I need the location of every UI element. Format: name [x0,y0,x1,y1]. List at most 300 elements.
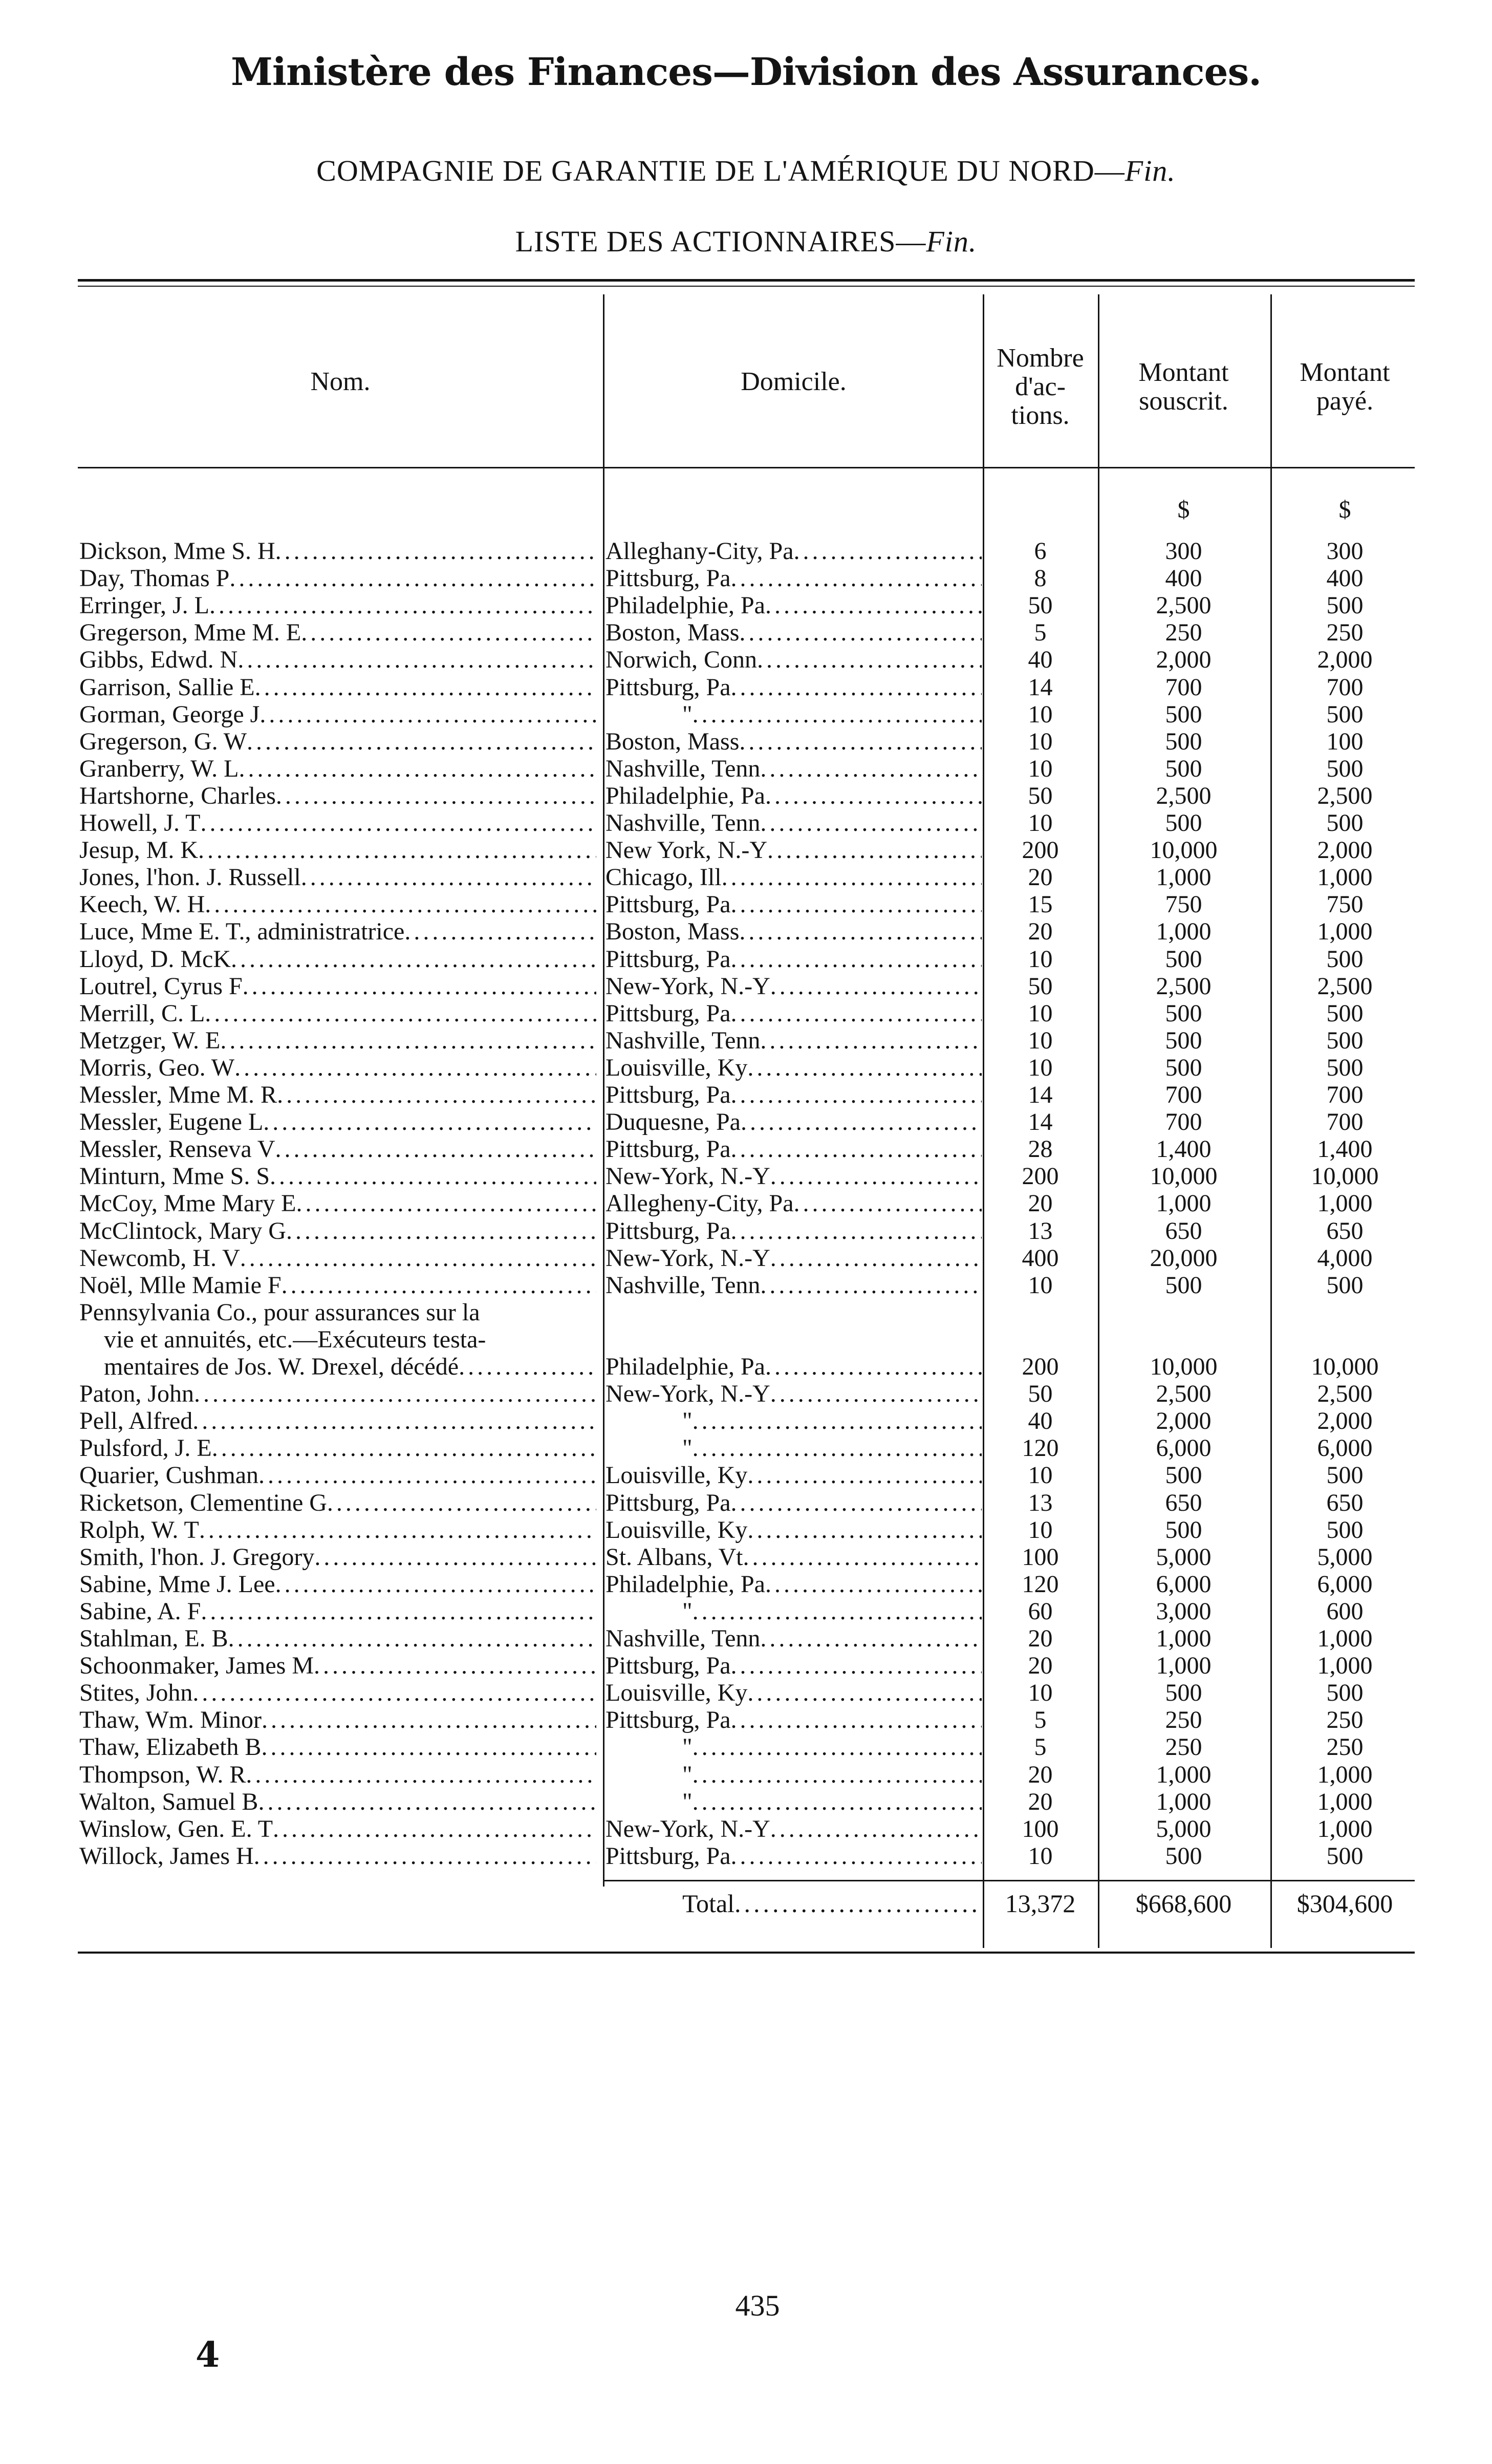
leader-dots [258,1788,596,1816]
leader-dots [760,809,982,837]
leader-dots [739,619,982,647]
table-row [0,592,1492,619]
cell-shares: 20 [1028,864,1053,891]
cell-domicile-text: Nashville, Tenn [606,1625,761,1652]
cell-domicile-text: " [682,1761,693,1788]
cell-name [79,1733,596,1761]
cell-name [79,646,596,674]
cell-domicile-text: Pittsburg, Pa [606,945,731,973]
cell-name-text: Winslow, Gen. E. T [79,1815,273,1842]
cell-shares: 10 [1028,999,1053,1027]
leader-dots [258,1462,596,1489]
cell-domicile-text: Nashville, Tenn [606,755,761,782]
cell-subscribed: 6,000 [1156,1570,1212,1598]
cell-shares: 10 [1028,1054,1053,1081]
table-row [0,891,1492,918]
cell-subscribed: 2,500 [1156,592,1212,619]
table-row [0,1135,1492,1163]
cell-paid: 10,000 [1311,1353,1379,1380]
cell-name [79,918,596,946]
cell-name-text: Messler, Eugene L [79,1108,264,1136]
cell-domicile [606,1842,982,1870]
cell-domicile-text: Pittsburg, Pa [606,891,731,918]
cell-domicile-text: New-York, N.-Y [606,972,770,1000]
cell-domicile-text: Pittsburg, Pa [606,1217,731,1245]
cell-domicile [606,565,982,592]
table-row [0,674,1492,701]
table-row [0,1733,1492,1761]
cell-shares: 60 [1028,1597,1053,1625]
page-header-title: Ministère des Finances—Division des Assurances. [230,50,1262,94]
leader-dots [722,864,982,891]
cell-name-text: Willock, James H [79,1842,254,1870]
header-bottom-rule [78,467,1415,468]
total-shares: 13,372 [1005,1889,1076,1918]
cell-name [79,1788,596,1816]
cell-domicile-text: Pittsburg, Pa [606,1135,731,1163]
cell-name-text: vie et annuités, etc.—Exécuteurs testa- [79,1325,486,1353]
leader-dots [212,1434,596,1462]
cell-paid: 6,000 [1317,1434,1373,1462]
cell-subscribed: 650 [1165,1489,1202,1516]
cell-name [79,1652,596,1680]
cell-subscribed: 500 [1165,755,1202,782]
leader-dots [731,1000,982,1027]
leader-dots [231,946,596,973]
leader-dots [270,1163,596,1190]
table-row [0,1544,1492,1571]
leader-dots [770,1245,982,1272]
cell-name-text: mentaires de Jos. W. Drexel, décédé [79,1353,459,1380]
cell-shares: 10 [1028,1271,1053,1299]
cell-shares: 10 [1028,700,1053,728]
cell-name [79,891,596,918]
cell-paid: 500 [1326,999,1364,1027]
cell-subscribed: 750 [1165,891,1202,918]
cell-paid: 500 [1326,1026,1364,1054]
cell-domicile-text: Pittsburg, Pa [606,1652,731,1680]
cell-shares: 120 [1022,1570,1059,1598]
cell-subscribed: 1,000 [1156,1625,1212,1652]
leader-dots [260,701,596,729]
cell-shares: 50 [1028,1380,1053,1408]
leader-dots [693,1733,982,1761]
leader-dots [765,1353,982,1381]
list-title-suffix: Fin. [926,225,977,258]
cell-paid: 1,000 [1317,1652,1373,1680]
cell-name [79,1516,596,1544]
cell-shares: 40 [1028,1407,1053,1435]
cell-name [79,1434,596,1462]
cell-domicile-text: Alleghany-City, Pa [606,538,794,565]
leader-dots [243,973,596,1000]
leader-dots [198,837,596,864]
total-label-text: Total [682,1889,735,1918]
cell-domicile-text: New-York, N.-Y [606,1244,770,1272]
cell-subscribed: 1,000 [1156,1761,1212,1788]
cell-subscribed: 500 [1165,1516,1202,1544]
table-row [0,946,1492,973]
cell-name [79,973,596,1000]
leader-dots [205,1000,596,1027]
cell-domicile-text: " [682,700,693,728]
cell-name-text: Morris, Geo. W [79,1054,235,1081]
cell-domicile [606,1245,982,1272]
cell-name-text: Merrill, C. L [79,999,205,1027]
cell-name [79,1625,596,1653]
leader-dots [199,1516,596,1544]
cell-name [79,701,596,729]
leader-dots [247,728,596,756]
total-subscribed: $668,600 [1135,1889,1232,1918]
leader-dots [731,1489,982,1517]
cell-subscribed: 500 [1165,1842,1202,1870]
cell-paid: 500 [1326,1842,1364,1870]
cell-name [79,538,596,565]
cell-name [79,946,596,973]
column-header-subscribed-line2: souscrit. [1139,387,1228,416]
cell-domicile [606,1407,982,1435]
cell-name [79,1027,596,1055]
table-row [0,1652,1492,1680]
cell-subscribed: 500 [1165,1054,1202,1081]
leader-dots [273,1815,596,1843]
column-header-name: Nom. [310,367,371,396]
cell-name-text: Messler, Renseva V [79,1135,275,1163]
cell-subscribed: 500 [1165,1271,1202,1299]
table-row [0,538,1492,565]
cell-paid: 1,000 [1317,1761,1373,1788]
table-row [0,619,1492,647]
leader-dots [237,646,596,674]
cell-domicile-text: Nashville, Tenn [606,1271,761,1299]
cell-subscribed: 700 [1165,1108,1202,1136]
cell-paid: 300 [1326,538,1364,565]
cell-name-text: Pennsylvania Co., pour assurances sur la [79,1298,480,1326]
leader-dots [693,1407,982,1435]
cell-subscribed: 700 [1165,1081,1202,1108]
cell-domicile-text: Louisville, Ky [606,1679,748,1707]
cell-name-text: Hartshorne, Charles [79,782,276,809]
cell-name [79,619,596,647]
cell-paid: 2,000 [1317,1407,1373,1435]
cell-shares: 14 [1028,1081,1053,1108]
cell-name-text: Garrison, Sallie E [79,673,255,701]
cell-name [79,1815,596,1843]
cell-paid: 2,500 [1317,972,1373,1000]
cell-domicile [606,1788,982,1816]
cell-shares: 10 [1028,1842,1053,1870]
column-header-shares [985,344,1095,430]
cell-subscribed: 1,000 [1156,864,1212,891]
cell-shares: 14 [1028,673,1053,701]
cell-name [79,1190,596,1217]
leader-dots [760,1625,982,1653]
cell-shares: 8 [1034,565,1047,592]
cell-domicile-text: Louisville, Ky [606,1462,748,1489]
table-row [0,782,1492,810]
cell-name-text: Messler, Mme M. R [79,1081,277,1108]
cell-shares: 10 [1028,755,1053,782]
table-row [0,1272,1492,1299]
leader-dots [760,1272,982,1299]
table-row [0,918,1492,946]
currency-paid: $ [1338,496,1351,523]
cell-shares: 50 [1028,782,1053,809]
cell-name [79,1245,596,1272]
leader-dots [261,1733,596,1761]
cell-domicile [606,1733,982,1761]
cell-domicile-text: St. Albans, Vt [606,1543,743,1571]
cell-shares: 13 [1028,1489,1053,1516]
table-row [0,1815,1492,1843]
cell-domicile [606,1217,982,1245]
cell-shares: 10 [1028,727,1053,755]
currency-subscribed: $ [1177,496,1190,523]
leader-dots [194,1380,596,1408]
cell-name-text: Day, Thomas P [79,565,230,592]
column-header-paid-line2: payé. [1316,387,1374,416]
table-row [0,1788,1492,1816]
cell-domicile-text: Chicago, Ill [606,864,722,891]
leader-dots [201,1598,596,1625]
cell-paid: 100 [1326,727,1364,755]
leader-dots [731,1652,982,1680]
cell-shares: 10 [1028,1516,1053,1544]
table-row [0,1108,1492,1136]
leader-dots [770,973,982,1000]
leader-dots [404,918,596,946]
cell-domicile [606,728,982,756]
cell-domicile [606,1706,982,1734]
table-top-rule-thin [78,286,1415,287]
cell-domicile [606,1000,982,1027]
table-row [0,1190,1492,1217]
cell-subscribed: 500 [1165,1462,1202,1489]
table-row [0,1245,1492,1272]
column-header-shares-line3: tions. [1011,401,1070,430]
cell-domicile [606,592,982,619]
cell-domicile [606,1462,982,1489]
table-row [0,1407,1492,1435]
leader-dots [731,1217,982,1245]
signature-mark: 4 [196,2334,220,2375]
column-header-domicile: Domicile. [741,367,847,396]
cell-domicile [606,1135,982,1163]
cell-name-text: Sabine, A. F [79,1597,201,1625]
table-row [0,701,1492,729]
leader-dots [296,1190,597,1217]
cell-name-text: McCoy, Mme Mary E [79,1190,296,1217]
cell-shares: 200 [1022,837,1059,864]
cell-paid: 600 [1326,1597,1364,1625]
leader-dots [275,538,596,565]
cell-name [79,809,596,837]
cell-shares: 28 [1028,1135,1053,1163]
cell-shares: 50 [1028,972,1053,1000]
total-paid: $304,600 [1296,1889,1393,1918]
leader-dots [220,1027,596,1055]
cell-domicile [606,1544,982,1571]
cell-domicile-text: Pittsburg, Pa [606,1706,731,1734]
cell-subscribed: 250 [1165,1733,1202,1761]
cell-name-text: Dickson, Mme S. H [79,538,275,565]
cell-domicile-text: Pittsburg, Pa [606,673,731,701]
cell-name-text: Quarier, Cushman [79,1462,258,1489]
cell-shares: 6 [1034,538,1047,565]
table-row [0,973,1492,1000]
cell-paid: 2,000 [1317,837,1373,864]
cell-name-text: Luce, Mme E. T., administratrice [79,918,405,946]
cell-name [79,755,596,783]
cell-name [79,1163,596,1190]
cell-subscribed: 250 [1165,1706,1202,1734]
leader-dots [275,1571,596,1598]
leader-dots [794,538,982,565]
cell-domicile [606,538,982,565]
leader-dots [229,565,596,592]
cell-name [79,1081,596,1109]
cell-shares: 20 [1028,1625,1053,1652]
table-row [0,1516,1492,1544]
column-header-shares-line1: Nombre [997,344,1084,373]
cell-name [79,1706,596,1734]
cell-name-text: McClintock, Mary G [79,1217,286,1245]
cell-shares: 5 [1034,619,1047,647]
leader-dots [254,1842,596,1870]
cell-domicile [606,1108,982,1136]
cell-shares: 5 [1034,1733,1047,1761]
cell-name-text: Thaw, Elizabeth B [79,1733,262,1761]
cell-domicile [606,973,982,1000]
cell-paid: 700 [1326,1081,1364,1108]
cell-name-text: Keech, W. H [79,891,205,918]
cell-subscribed: 1,400 [1156,1135,1212,1163]
leader-dots [731,946,982,973]
cell-name [79,1353,596,1381]
cell-domicile [606,809,982,837]
cell-subscribed: 1,000 [1156,918,1212,946]
leader-dots [770,1815,982,1843]
cell-shares: 400 [1022,1244,1059,1272]
leader-dots [282,1272,596,1299]
cell-paid: 1,000 [1317,1190,1373,1217]
leader-dots [239,755,596,783]
cell-subscribed: 500 [1165,727,1202,755]
cell-name [79,1299,596,1326]
cell-name-text: Gregerson, Mme M. E [79,619,301,647]
leader-dots [314,1544,596,1571]
leader-dots [275,1135,596,1163]
cell-domicile-text: Boston, Mass [606,727,740,755]
cell-name [79,674,596,701]
cell-subscribed: 10,000 [1150,837,1218,864]
cell-name [79,1108,596,1136]
cell-name [79,1598,596,1625]
leader-dots [731,1842,982,1870]
cell-domicile [606,1489,982,1517]
cell-name [79,728,596,756]
cell-domicile [606,864,982,891]
leader-dots [770,1380,982,1408]
leader-dots [301,864,596,891]
cell-name-text: Thompson, W. R [79,1761,246,1788]
leader-dots [739,728,982,756]
column-header-subscribed [1100,358,1267,416]
cell-shares: 20 [1028,1788,1053,1815]
cell-subscribed: 500 [1165,809,1202,837]
column-header-paid [1274,358,1415,416]
cell-subscribed: 2,500 [1156,972,1212,1000]
leader-dots [794,1190,982,1217]
cell-shares: 200 [1022,1163,1059,1190]
cell-domicile [606,1434,982,1462]
cell-domicile [606,946,982,973]
cell-paid: 5,000 [1317,1543,1373,1571]
leader-dots [459,1353,596,1381]
cell-domicile-text: " [682,1597,693,1625]
cell-domicile-text: Pittsburg, Pa [606,1081,731,1108]
cell-subscribed: 2,500 [1156,782,1212,809]
cell-domicile [606,891,982,918]
table-row [0,1217,1492,1245]
table-row [0,1679,1492,1707]
cell-paid: 400 [1326,565,1364,592]
cell-subscribed: 3,000 [1156,1597,1212,1625]
leader-dots [192,1679,596,1707]
cell-paid: 1,000 [1317,1625,1373,1652]
cell-paid: 1,000 [1317,1788,1373,1815]
cell-subscribed: 5,000 [1156,1815,1212,1842]
cell-subscribed: 500 [1165,945,1202,973]
cell-domicile [606,1163,982,1190]
cell-subscribed: 1,000 [1156,1788,1212,1815]
cell-name-text: Walton, Samuel B [79,1788,258,1815]
cell-domicile [606,619,982,647]
cell-name [79,1272,596,1299]
cell-domicile-text: " [682,1407,693,1435]
cell-domicile-text: Allegheny-City, Pa [606,1190,794,1217]
column-header-paid-line1: Montant [1300,358,1390,387]
cell-shares: 20 [1028,1761,1053,1788]
cell-domicile [606,1272,982,1299]
cell-name-text: Ricketson, Clementine G [79,1489,327,1516]
cell-subscribed: 1,000 [1156,1190,1212,1217]
cell-subscribed: 400 [1165,565,1202,592]
cell-paid: 1,000 [1317,1815,1373,1842]
cell-paid: 500 [1326,1462,1364,1489]
table-bottom-rule [78,1952,1415,1954]
company-name [0,154,1492,188]
cell-subscribed: 2,500 [1156,1380,1212,1408]
leader-dots [765,782,982,810]
cell-name-text: Pulsford, J. E [79,1434,212,1462]
cell-name-text: Howell, J. T [79,809,201,837]
table-row [0,1462,1492,1489]
total-label [606,1889,982,1918]
cell-shares: 13 [1028,1217,1053,1245]
cell-shares: 200 [1022,1353,1059,1380]
cell-domicile-text: Pittsburg, Pa [606,565,731,592]
cell-paid: 2,000 [1317,646,1373,674]
cell-shares: 100 [1022,1543,1059,1571]
leader-dots [739,918,982,946]
cell-subscribed: 5,000 [1156,1543,1212,1571]
leader-dots [747,1462,982,1489]
cell-paid: 500 [1326,755,1364,782]
cell-domicile [606,1353,982,1381]
cell-domicile-text: Philadelphie, Pa [606,1570,765,1598]
